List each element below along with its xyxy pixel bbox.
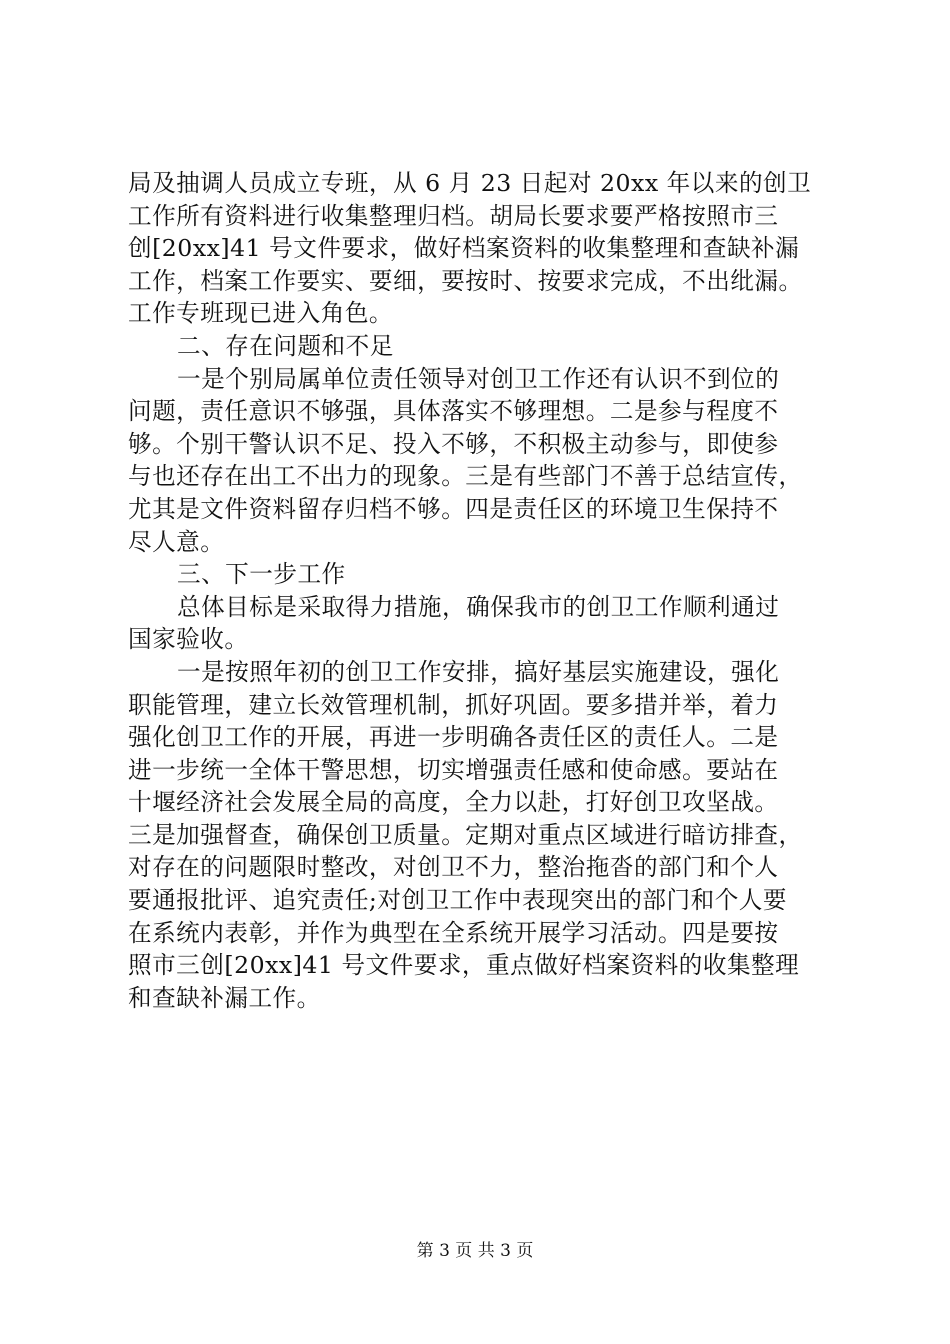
text-line: 与也还存在出工不出力的现象。三是有些部门不善于总结宣传， [128, 462, 803, 491]
text-line: 局及抽调人员成立专班，从 6 月 23 日起对 20xx 年以来的创卫 [128, 169, 812, 197]
text-line: 二、存在问题和不足 [177, 331, 394, 360]
text-line: 十堰经济社会发展全局的高度，全力以赴，打好创卫攻坚战。 [128, 788, 779, 817]
text-line: 和查缺补漏工作。 [128, 983, 321, 1012]
text-line: 工作，档案工作要实、要细，要按时、按要求完成，不出纰漏。 [128, 266, 803, 295]
text-line: 工作专班现已进入角色。 [128, 299, 394, 328]
text-line: 进一步统一全体干警思想，切实增强责任感和使命感。要站在 [128, 755, 779, 784]
text-line: 一是按照年初的创卫工作安排，搞好基层实施建设，强化 [177, 657, 780, 686]
text-line: 总体目标是采取得力措施，确保我市的创卫工作顺利通过 [177, 592, 780, 621]
text-line: 国家验收。 [128, 625, 249, 654]
text-line: 创[20xx]41 号文件要求，做好档案资料的收集整理和查缺补漏 [128, 234, 800, 263]
document-body [128, 167, 850, 1014]
text-line: 强化创卫工作的开展，再进一步明确各责任区的责任人。二是 [128, 723, 779, 752]
text-line: 职能管理，建立长效管理机制，抓好巩固。要多措并举，着力 [128, 690, 779, 719]
text-line: 照市三创[20xx]41 号文件要求，重点做好档案资料的收集整理 [128, 951, 800, 980]
text-line: 三是加强督查，确保创卫质量。定期对重点区域进行暗访排查， [128, 820, 803, 849]
text-line: 一是个别局属单位责任领导对创卫工作还有认识不到位的 [177, 364, 780, 393]
text-line: 尤其是文件资料留存归档不够。四是责任区的环境卫生保持不 [128, 494, 779, 523]
text-line: 对存在的问题限时整改，对创卫不力，整治拖沓的部门和个人 [128, 853, 779, 882]
text-line: 尽人意。 [128, 527, 225, 556]
text-line: 三、下一步工作 [177, 560, 346, 589]
page-footer: 第 3 页 共 3 页 [416, 1241, 534, 1261]
text-line: 工作所有资料进行收集整理归档。胡局长要求要严格按照市三 [128, 201, 779, 230]
text-line: 问题，责任意识不够强，具体落实不够理想。二是参与程度不 [128, 397, 779, 426]
text-line: 在系统内表彰，并作为典型在全系统开展学习活动。四是要按 [128, 918, 779, 947]
text-line: 要通报批评、追究责任;对创卫工作中表现突出的部门和个人要 [128, 886, 787, 915]
text-line: 够。个别干警认识不足、投入不够，不积极主动参与，即使参 [128, 429, 779, 458]
